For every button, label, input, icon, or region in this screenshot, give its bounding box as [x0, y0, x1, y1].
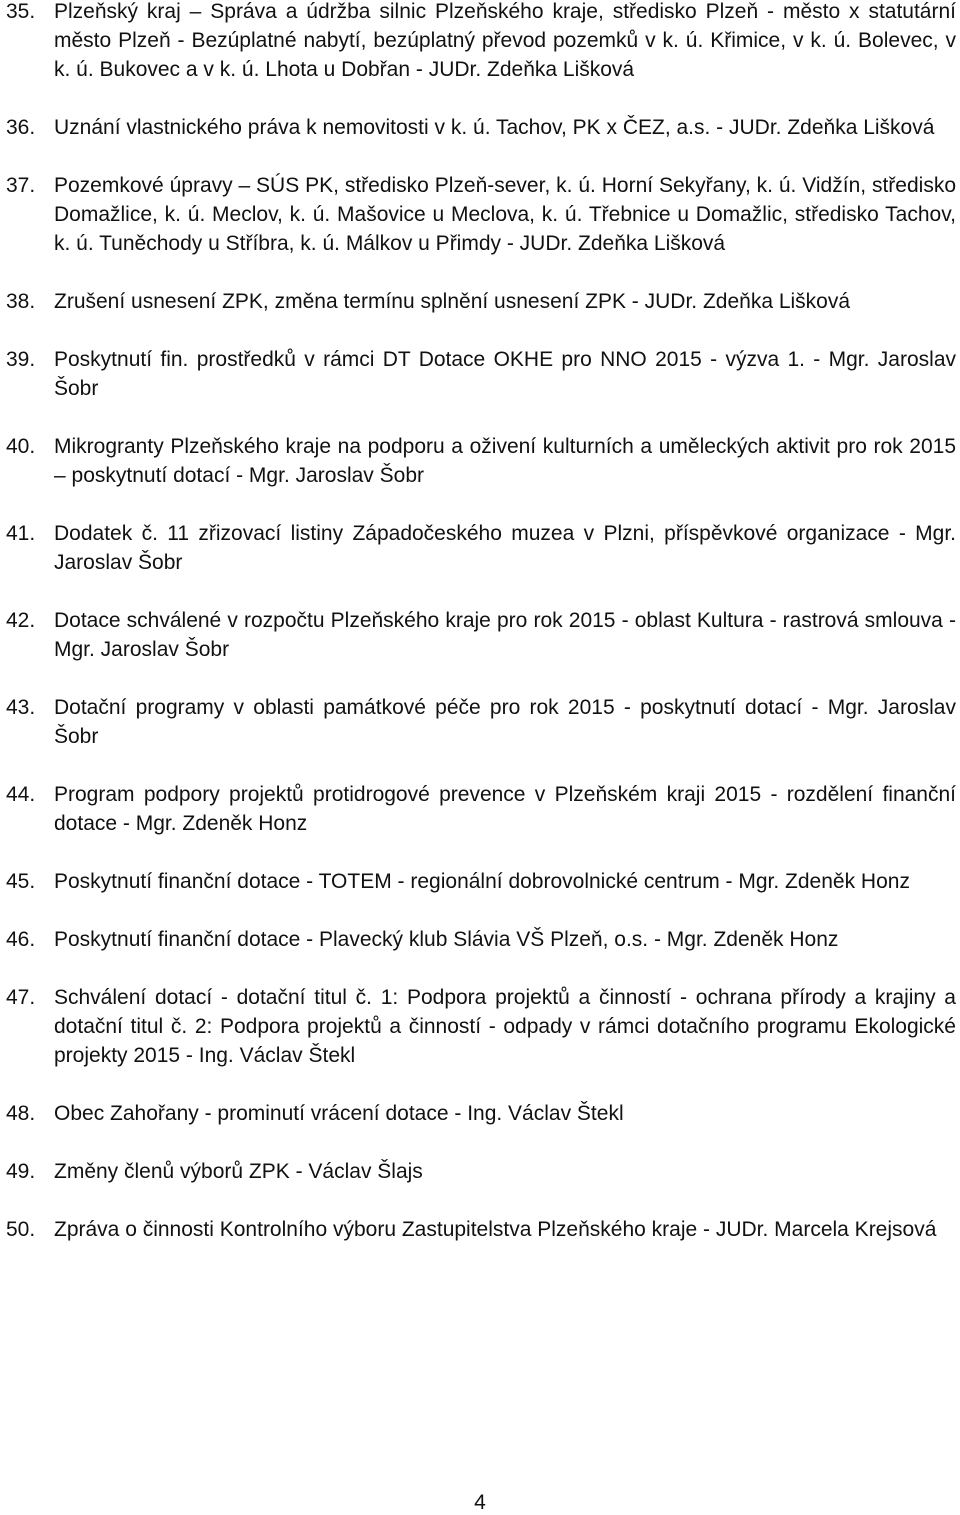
item-text: Schválení dotací - dotační titul č. 1: Podpora projektů a činností - ochrana přírody a krajiny a dotační titul č. 2: Podpora projektů a činností - odpady v rámci dotačního programu Ekologické projekty 2015 - Ing. Václav Štekl [54, 986, 956, 1067]
item-text: Dotační programy v oblasti památkové péče pro rok 2015 - poskytnutí dotací - Mgr. Jaroslav Šobr [54, 696, 956, 748]
agenda-list [6, 0, 956, 1273]
agenda-item [6, 1157, 956, 1186]
agenda-item [6, 983, 956, 1070]
item-text: Obec Zahořany - prominutí vrácení dotace - Ing. Václav Štekl [54, 1102, 624, 1125]
page-number: 4 [474, 1491, 486, 1514]
agenda-item [6, 693, 956, 751]
item-number: 43. [6, 696, 36, 719]
item-text: Dotace schválené v rozpočtu Plzeňského kraje pro rok 2015 - oblast Kultura - rastrová smlouva - Mgr. Jaroslav Šobr [54, 609, 956, 661]
agenda-item [6, 1099, 956, 1128]
agenda-item [6, 0, 956, 84]
item-text: Zrušení usnesení ZPK, změna termínu splnění usnesení ZPK - JUDr. Zdeňka Lišková [54, 290, 851, 313]
item-text: Poskytnutí finanční dotace - Plavecký klub Slávia VŠ Plzeň, o.s. - Mgr. Zdeněk Honz [54, 928, 839, 951]
agenda-item [6, 345, 956, 403]
item-number: 50. [6, 1218, 36, 1241]
item-number: 44. [6, 783, 36, 806]
item-text: Pozemkové úpravy – SÚS PK, středisko Plzeň-sever, k. ú. Horní Sekyřany, k. ú. Vidžín, středisko Domažlice, k. ú. Meclov, k. ú. Mašovice u Meclova, k. ú. Třebnice u Domažlic, středisko Tachov, k. ú. Tuněchody u Stříbra, k. ú. Málkov u Přimdy - JUDr. Zdeňka Lišková [54, 174, 956, 255]
item-number: 40. [6, 435, 36, 458]
item-number: 48. [6, 1102, 36, 1125]
item-text: Uznání vlastnického práva k nemovitosti v k. ú. Tachov, PK x ČEZ, a.s. - JUDr. Zdeňka Lišková [54, 116, 935, 139]
item-text: Plzeňský kraj – Správa a údržba silnic Plzeňského kraje, středisko Plzeň - město x statutární město Plzeň - Bezúplatné nabytí, bezúplatný převod pozemků v k. ú. Křimice, v k. ú. Bolevec, v k. ú. Bukovec a v k. ú. Lhota u Dobřan - JUDr. Zdeňka Lišková [54, 0, 956, 81]
item-text: Poskytnutí finanční dotace - TOTEM - regionální dobrovolnické centrum - Mgr. Zdeněk Honz [54, 870, 910, 893]
agenda-item [6, 287, 956, 316]
item-number: 39. [6, 348, 36, 371]
item-number: 45. [6, 870, 36, 893]
agenda-item [6, 867, 956, 896]
item-text: Změny členů výborů ZPK - Václav Šlajs [54, 1160, 423, 1183]
item-number: 47. [6, 986, 36, 1009]
agenda-item [6, 606, 956, 664]
agenda-item [6, 780, 956, 838]
item-number: 36. [6, 116, 36, 139]
item-number: 38. [6, 290, 36, 313]
item-text: Mikrogranty Plzeňského kraje na podporu a oživení kulturních a uměleckých aktivit pro rok 2015 – poskytnutí dotací - Mgr. Jaroslav Šobr [54, 435, 956, 487]
item-text: Poskytnutí fin. prostředků v rámci DT Dotace OKHE pro NNO 2015 - výzva 1. - Mgr. Jaroslav Šobr [54, 348, 956, 400]
agenda-item [6, 1215, 956, 1244]
item-number: 35. [6, 0, 36, 23]
item-number: 46. [6, 928, 36, 951]
agenda-item [6, 113, 956, 142]
item-text: Dodatek č. 11 zřizovací listiny Západočeského muzea v Plzni, příspěvkové organizace - Mgr. Jaroslav Šobr [54, 522, 956, 574]
item-text: Program podpory projektů protidrogové prevence v Plzeňském kraji 2015 - rozdělení finanční dotace - Mgr. Zdeněk Honz [54, 783, 956, 835]
agenda-item [6, 519, 956, 577]
item-number: 42. [6, 609, 36, 632]
agenda-item [6, 432, 956, 490]
item-text: Zpráva o činnosti Kontrolního výboru Zastupitelstva Plzeňského kraje - JUDr. Marcela Krejsová [54, 1218, 937, 1241]
item-number: 37. [6, 174, 36, 197]
agenda-item [6, 171, 956, 258]
item-number: 49. [6, 1160, 36, 1183]
agenda-item [6, 925, 956, 954]
item-number: 41. [6, 522, 36, 545]
